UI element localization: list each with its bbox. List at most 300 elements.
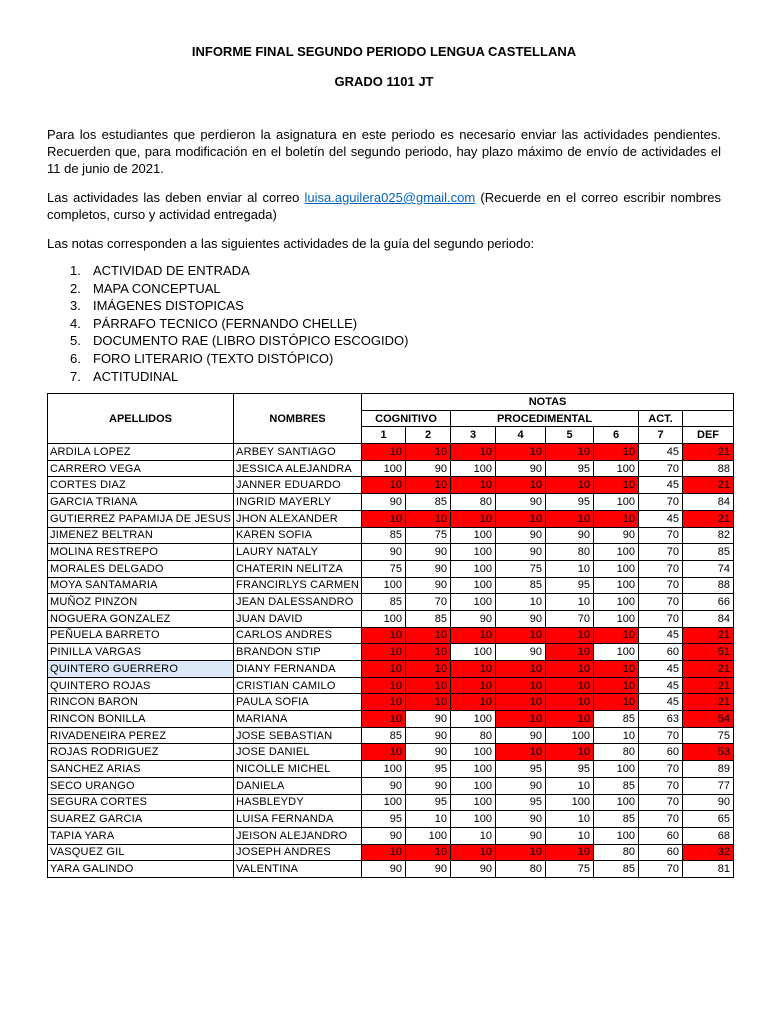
table-row: [48, 694, 734, 711]
cell-grade: 54: [683, 711, 734, 728]
cell-grade: 51: [683, 644, 734, 661]
cell-grade: 80: [594, 744, 639, 761]
table-row: [48, 477, 734, 494]
table-row: [48, 494, 734, 511]
cell-grade: 90: [406, 777, 451, 794]
activity-label: ACTIVIDAD DE ENTRADA: [93, 263, 250, 278]
column-header: 3: [451, 427, 496, 444]
cell-grade: 89: [683, 761, 734, 778]
cell-grade: 70: [639, 544, 683, 561]
cell-nombres: JHON ALEXANDER: [234, 510, 362, 527]
cell-grade: 60: [639, 744, 683, 761]
cell-apellidos: RINCON BONILLA: [48, 711, 234, 728]
table-row: [48, 844, 734, 861]
cell-grade: 10: [362, 661, 406, 678]
cell-grade: 90: [496, 644, 546, 661]
cell-grade: 10: [546, 777, 594, 794]
cell-grade: 10: [362, 711, 406, 728]
column-header: 6: [594, 427, 639, 444]
activity-label: DOCUMENTO RAE (LIBRO DISTÓPICO ESCOGIDO): [93, 333, 409, 349]
cell-grade: 10: [406, 444, 451, 461]
cell-grade: 90: [406, 560, 451, 577]
cell-grade: 60: [639, 844, 683, 861]
cell-grade: 90: [496, 777, 546, 794]
cell-grade: 63: [639, 711, 683, 728]
cell-grade: 10: [496, 744, 546, 761]
cell-grade: 10: [546, 661, 594, 678]
cell-apellidos: JIMENEZ BELTRAN: [48, 527, 234, 544]
cell-grade: 95: [546, 761, 594, 778]
cell-grade: 90: [362, 777, 406, 794]
cell-apellidos: MORALES DELGADO: [48, 560, 234, 577]
cell-nombres: JUAN DAVID: [234, 610, 362, 627]
cell-grade: 21: [683, 477, 734, 494]
cell-nombres: HASBLEYDY: [234, 794, 362, 811]
cell-grade: 90: [451, 610, 496, 627]
header-nombres: NOMBRES: [234, 394, 362, 444]
cell-grade: 75: [683, 727, 734, 744]
activity-number: 7.: [70, 368, 81, 384]
table-row: [48, 777, 734, 794]
cell-grade: 85: [683, 544, 734, 561]
cell-grade: 100: [362, 610, 406, 627]
cell-nombres: KAREN SOFIA: [234, 527, 362, 544]
activity-item: [70, 368, 408, 386]
report-title: INFORME FINAL SEGUNDO PERIODO LENGUA CASTELLANA: [191, 44, 577, 59]
table-row: [48, 510, 734, 527]
cell-grade: 10: [451, 477, 496, 494]
cell-grade: 10: [496, 694, 546, 711]
cell-grade: 88: [683, 460, 734, 477]
cell-grade: 21: [683, 510, 734, 527]
cell-grade: 90: [496, 460, 546, 477]
activity-label: PÁRRAFO TECNICO (FERNANDO CHELLE): [93, 315, 358, 331]
cell-grade: 80: [496, 861, 546, 878]
cell-grade: 10: [451, 627, 496, 644]
cell-nombres: JESSICA ALEJANDRA: [234, 460, 362, 477]
cell-grade: 70: [639, 527, 683, 544]
cell-grade: 90: [406, 460, 451, 477]
header-empty: [683, 410, 734, 427]
cell-nombres: BRANDON STIP: [234, 644, 362, 661]
header-apellidos: APELLIDOS: [48, 394, 234, 444]
cell-grade: 90: [362, 544, 406, 561]
cell-grade: 10: [362, 744, 406, 761]
cell-apellidos: RIVADENEIRA PEREZ: [48, 727, 234, 744]
cell-grade: 90: [406, 861, 451, 878]
cell-grade: 70: [639, 577, 683, 594]
table-row: [48, 827, 734, 844]
cell-apellidos: ARDILA LOPEZ: [48, 444, 234, 461]
cell-grade: 10: [406, 661, 451, 678]
cell-grade: 75: [496, 560, 546, 577]
cell-grade: 10: [362, 844, 406, 861]
cell-grade: 70: [639, 610, 683, 627]
activity-label: IMÁGENES DISTOPICAS: [93, 298, 244, 314]
cell-grade: 100: [451, 777, 496, 794]
cell-grade: 10: [546, 827, 594, 844]
cell-grade: 10: [546, 711, 594, 728]
cell-grade: 85: [362, 527, 406, 544]
cell-grade: 80: [451, 727, 496, 744]
header-notas: NOTAS: [362, 394, 734, 411]
cell-grade: 10: [362, 644, 406, 661]
cell-nombres: PAULA SOFIA: [234, 694, 362, 711]
cell-grade: 10: [496, 594, 546, 611]
cell-nombres: ARBEY SANTIAGO: [234, 444, 362, 461]
cell-apellidos: GUTIERREZ PAPAMIJA DE JESUS: [48, 510, 234, 527]
table-row: [48, 460, 734, 477]
cell-grade: 10: [406, 627, 451, 644]
intro-paragraph: Para los estudiantes que perdieron la asignatura en este periodo es necesario enviar las actividades pendientes. Recuerden que, para modificación en el boletín del segundo periodo, hay plazo máximo de envío de actividades el 11 de junio de 2021.: [47, 127, 721, 176]
cell-nombres: INGRID MAYERLY: [234, 494, 362, 511]
cell-grade: 95: [546, 494, 594, 511]
cell-grade: 90: [406, 711, 451, 728]
cell-grade: 10: [546, 477, 594, 494]
cell-grade: 10: [546, 594, 594, 611]
table-row: [48, 444, 734, 461]
cell-grade: 10: [362, 477, 406, 494]
activity-label: MAPA CONCEPTUAL: [93, 280, 221, 296]
cell-grade: 90: [546, 527, 594, 544]
table-row: [48, 811, 734, 828]
cell-grade: 45: [639, 444, 683, 461]
activity-number: 5.: [70, 333, 81, 349]
cell-grade: 70: [639, 727, 683, 744]
cell-apellidos: TAPIA YARA: [48, 827, 234, 844]
cell-grade: 10: [546, 694, 594, 711]
cell-grade: 85: [594, 811, 639, 828]
cell-grade: 10: [496, 844, 546, 861]
header-cognitivo: COGNITIVO: [362, 410, 451, 427]
cell-grade: 70: [639, 861, 683, 878]
cell-grade: 21: [683, 627, 734, 644]
table-row: [48, 627, 734, 644]
cell-grade: 10: [546, 560, 594, 577]
email-link[interactable]: luisa.aguilera025@gmail.com: [304, 190, 476, 205]
column-header: 4: [496, 427, 546, 444]
cell-grade: 70: [639, 777, 683, 794]
cell-grade: 10: [594, 694, 639, 711]
cell-grade: 90: [406, 727, 451, 744]
column-header: DEF: [683, 427, 734, 444]
cell-apellidos: ROJAS RODRIGUEZ: [48, 744, 234, 761]
cell-grade: 10: [546, 627, 594, 644]
cell-apellidos: QUINTERO ROJAS: [48, 677, 234, 694]
cell-apellidos: CARRERO VEGA: [48, 460, 234, 477]
cell-grade: 68: [683, 827, 734, 844]
cell-grade: 84: [683, 610, 734, 627]
cell-grade: 10: [594, 661, 639, 678]
activity-item: [70, 262, 408, 280]
header-procedimental: PROCEDIMENTAL: [451, 410, 639, 427]
cell-grade: 77: [683, 777, 734, 794]
cell-nombres: LUISA FERNANDA: [234, 811, 362, 828]
cell-grade: 45: [639, 677, 683, 694]
cell-grade: 95: [496, 794, 546, 811]
cell-grade: 100: [451, 560, 496, 577]
cell-apellidos: SANCHEZ ARIAS: [48, 761, 234, 778]
cell-grade: 100: [594, 827, 639, 844]
cell-grade: 100: [594, 544, 639, 561]
cell-grade: 10: [496, 510, 546, 527]
cell-grade: 90: [362, 861, 406, 878]
cell-grade: 95: [546, 460, 594, 477]
cell-grade: 70: [639, 811, 683, 828]
cell-grade: 95: [406, 794, 451, 811]
cell-grade: 10: [451, 677, 496, 694]
table-row: [48, 861, 734, 878]
cell-grade: 85: [362, 727, 406, 744]
cell-grade: 90: [683, 794, 734, 811]
cell-nombres: DANIELA: [234, 777, 362, 794]
cell-grade: 100: [451, 594, 496, 611]
cell-grade: 81: [683, 861, 734, 878]
cell-grade: 85: [594, 777, 639, 794]
cell-grade: 32: [683, 844, 734, 861]
cell-apellidos: VASQUEZ GIL: [48, 844, 234, 861]
cell-grade: 85: [594, 861, 639, 878]
cell-grade: 100: [594, 794, 639, 811]
cell-grade: 100: [451, 794, 496, 811]
cell-grade: 10: [496, 711, 546, 728]
email-prefix: Las actividades las deben enviar al correo: [47, 190, 305, 205]
cell-grade: 53: [683, 744, 734, 761]
cell-apellidos: PINILLA VARGAS: [48, 644, 234, 661]
cell-apellidos: SUAREZ GARCIA: [48, 811, 234, 828]
column-header: 7: [639, 427, 683, 444]
cell-grade: 90: [496, 811, 546, 828]
cell-grade: 10: [362, 694, 406, 711]
cell-grade: 10: [406, 644, 451, 661]
table-row: [48, 794, 734, 811]
cell-grade: 10: [451, 694, 496, 711]
cell-nombres: JEAN DALESSANDRO: [234, 594, 362, 611]
column-header: 1: [362, 427, 406, 444]
cell-nombres: LAURY NATALY: [234, 544, 362, 561]
cell-grade: 10: [594, 677, 639, 694]
activity-label: FORO LITERARIO (TEXTO DISTÓPICO): [93, 350, 334, 366]
cell-grade: 10: [451, 444, 496, 461]
cell-grade: 85: [406, 494, 451, 511]
cell-grade: 95: [406, 761, 451, 778]
activity-item: [70, 332, 408, 350]
cell-grade: 88: [683, 577, 734, 594]
table-row: [48, 761, 734, 778]
cell-grade: 100: [451, 577, 496, 594]
table-row: [48, 711, 734, 728]
cell-apellidos: YARA GALINDO: [48, 861, 234, 878]
cell-grade: 82: [683, 527, 734, 544]
cell-grade: 100: [594, 577, 639, 594]
cell-grade: 45: [639, 627, 683, 644]
cell-grade: 10: [406, 811, 451, 828]
cell-grade: 100: [451, 711, 496, 728]
cell-grade: 10: [362, 510, 406, 527]
email-suffix: (Recuerde en el correo escribir nombres completos, curso y actividad entregada): [47, 190, 721, 222]
table-row: [48, 594, 734, 611]
cell-grade: 100: [594, 560, 639, 577]
column-header: 2: [406, 427, 451, 444]
cell-grade: 10: [496, 444, 546, 461]
cell-grade: 90: [406, 744, 451, 761]
cell-grade: 100: [451, 527, 496, 544]
cell-grade: 90: [496, 827, 546, 844]
cell-grade: 10: [362, 627, 406, 644]
cell-grade: 100: [546, 794, 594, 811]
cell-grade: 100: [406, 827, 451, 844]
cell-nombres: JOSE SEBASTIAN: [234, 727, 362, 744]
cell-grade: 60: [639, 827, 683, 844]
activities-intro: Las notas corresponden a las siguientes actividades de la guía del segundo periodo:: [47, 236, 535, 251]
cell-grade: 75: [406, 527, 451, 544]
cell-nombres: JOSEPH ANDRES: [234, 844, 362, 861]
cell-grade: 70: [406, 594, 451, 611]
cell-grade: 100: [362, 460, 406, 477]
cell-grade: 85: [406, 610, 451, 627]
cell-grade: 75: [546, 861, 594, 878]
cell-grade: 90: [406, 544, 451, 561]
table-row: [48, 644, 734, 661]
cell-nombres: FRANCIRLYS CARMEN: [234, 577, 362, 594]
cell-grade: 10: [496, 677, 546, 694]
activity-number: 3.: [70, 298, 81, 314]
cell-apellidos: MOYA SANTAMARIA: [48, 577, 234, 594]
cell-nombres: DIANY FERNANDA: [234, 661, 362, 678]
cell-grade: 10: [496, 627, 546, 644]
table-row: [48, 610, 734, 627]
cell-grade: 85: [362, 594, 406, 611]
cell-grade: 70: [639, 560, 683, 577]
cell-grade: 70: [639, 794, 683, 811]
cell-nombres: JEISON ALEJANDRO: [234, 827, 362, 844]
cell-grade: 90: [496, 527, 546, 544]
cell-grade: 10: [546, 510, 594, 527]
cell-grade: 10: [546, 811, 594, 828]
cell-grade: 100: [594, 610, 639, 627]
cell-grade: 70: [639, 460, 683, 477]
activity-item: [70, 315, 408, 333]
cell-grade: 100: [451, 644, 496, 661]
cell-grade: 66: [683, 594, 734, 611]
cell-grade: 10: [594, 627, 639, 644]
cell-grade: 10: [406, 510, 451, 527]
cell-grade: 70: [639, 594, 683, 611]
table-row: [48, 527, 734, 544]
cell-grade: 95: [362, 811, 406, 828]
cell-nombres: JOSE DANIEL: [234, 744, 362, 761]
cell-grade: 45: [639, 661, 683, 678]
table-row: [48, 661, 734, 678]
cell-grade: 10: [451, 510, 496, 527]
cell-grade: 10: [546, 844, 594, 861]
cell-grade: 100: [451, 761, 496, 778]
cell-grade: 10: [594, 727, 639, 744]
cell-grade: 21: [683, 677, 734, 694]
cell-grade: 10: [594, 444, 639, 461]
cell-grade: 80: [451, 494, 496, 511]
cell-grade: 90: [406, 577, 451, 594]
cell-grade: 90: [594, 527, 639, 544]
cell-grade: 100: [594, 460, 639, 477]
cell-apellidos: MUÑOZ PINZON: [48, 594, 234, 611]
cell-nombres: VALENTINA: [234, 861, 362, 878]
cell-grade: 10: [546, 644, 594, 661]
cell-grade: 80: [594, 844, 639, 861]
cell-grade: 100: [594, 494, 639, 511]
cell-grade: 100: [594, 594, 639, 611]
cell-grade: 100: [362, 577, 406, 594]
cell-grade: 10: [362, 444, 406, 461]
cell-nombres: CHATERIN NELITZA: [234, 560, 362, 577]
cell-apellidos: CORTES DIAZ: [48, 477, 234, 494]
cell-grade: 21: [683, 444, 734, 461]
cell-apellidos: MOLINA RESTREPO: [48, 544, 234, 561]
cell-grade: 90: [362, 827, 406, 844]
cell-apellidos: NOGUERA GONZALEZ: [48, 610, 234, 627]
cell-grade: 65: [683, 811, 734, 828]
activity-number: 4.: [70, 315, 81, 331]
cell-grade: 70: [546, 610, 594, 627]
cell-grade: 100: [451, 544, 496, 561]
cell-nombres: NICOLLE MICHEL: [234, 761, 362, 778]
table-row: [48, 560, 734, 577]
cell-grade: 10: [546, 744, 594, 761]
cell-grade: 10: [362, 677, 406, 694]
cell-grade: 10: [546, 444, 594, 461]
cell-grade: 45: [639, 694, 683, 711]
cell-nombres: CARLOS ANDRES: [234, 627, 362, 644]
cell-grade: 100: [594, 761, 639, 778]
cell-grade: 74: [683, 560, 734, 577]
activity-item: [70, 350, 408, 368]
cell-grade: 10: [496, 661, 546, 678]
cell-grade: 10: [406, 677, 451, 694]
cell-grade: 70: [639, 494, 683, 511]
cell-grade: 10: [451, 844, 496, 861]
cell-grade: 95: [546, 577, 594, 594]
cell-grade: 10: [406, 477, 451, 494]
cell-apellidos: RINCON BARON: [48, 694, 234, 711]
cell-grade: 100: [362, 761, 406, 778]
cell-apellidos: QUINTERO GUERRERO: [48, 661, 234, 678]
grade-title: GRADO 1101 JT: [334, 74, 434, 89]
grades-body: [48, 444, 734, 878]
cell-grade: 10: [406, 844, 451, 861]
email-paragraph: [47, 189, 721, 223]
cell-grade: 90: [362, 494, 406, 511]
table-row: [48, 727, 734, 744]
cell-nombres: CRISTIAN CAMILO: [234, 677, 362, 694]
table-row: [48, 577, 734, 594]
cell-apellidos: SEGURA CORTES: [48, 794, 234, 811]
cell-apellidos: GARCIA TRIANA: [48, 494, 234, 511]
cell-grade: 10: [496, 477, 546, 494]
table-row: [48, 677, 734, 694]
cell-grade: 80: [546, 544, 594, 561]
header-act: ACT.: [639, 410, 683, 427]
cell-grade: 100: [451, 811, 496, 828]
grades-table: [47, 393, 734, 878]
cell-grade: 100: [451, 744, 496, 761]
cell-grade: 21: [683, 661, 734, 678]
cell-grade: 45: [639, 477, 683, 494]
activity-label: ACTITUDINAL: [93, 368, 179, 384]
cell-grade: 84: [683, 494, 734, 511]
cell-grade: 10: [546, 677, 594, 694]
activity-item: [70, 280, 408, 298]
cell-apellidos: PEÑUELA BARRETO: [48, 627, 234, 644]
